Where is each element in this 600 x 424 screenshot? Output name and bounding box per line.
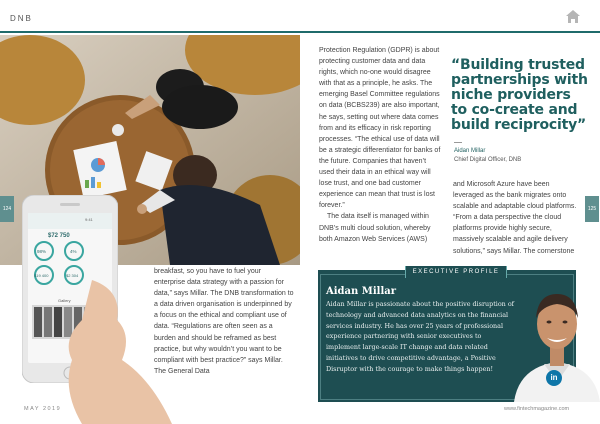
page-number-right: 125	[585, 196, 599, 222]
paragraph: and Microsoft Azure have been leveraged as the bank migrates onto scalable and adaptable cloud platforms. “From a data perspective the cloud platforms provide highly secure, massively scalable and agile delivery solutions,” says Millar. The cornerstone	[453, 181, 577, 255]
article-column-middle	[319, 45, 443, 245]
phone-balance: $72 750	[48, 233, 70, 239]
profile-name: Aidan Millar	[326, 286, 396, 297]
website-url[interactable]: www.fintechmagazine.com	[504, 406, 570, 412]
paragraph: Protection Regulation (GDPR) is about protecting customer data and data rights, which no-one would disagree with that as a principle, he asks. The emerging Basel Committee regulations on data (BCBS239) are also important, he says, setting out where data comes from and its efficacy in risk reporting processes. “The ethical use of data will be a strategic differentiator for banks of the future. Companies that haven’t used their data in an ethical way will lose trust, and one bad customer experience can mean that trust is lost forever.”	[319, 47, 441, 210]
phone-time: 9:41	[85, 217, 93, 222]
quote-attribution-name: Aidan Millar	[454, 148, 486, 154]
paragraph: The data itself is managed within DNB’s multi cloud solution, whereby both Amazon Web Services (AWS)	[319, 213, 431, 243]
page-number-left: 124	[0, 196, 14, 222]
linkedin-icon[interactable]: in	[546, 370, 562, 386]
issue-date: MAY 2019	[24, 406, 62, 412]
quote-attribution-role: Chief Digital Officer, DNB	[454, 157, 522, 163]
pull-quote: “Building trusted partnerships with niche providers to co-create and build reciprocity”	[451, 57, 588, 133]
phone-stat-a: 98%	[37, 249, 47, 254]
phone-stat-b: 4%	[70, 249, 77, 254]
profile-tab: EXECUTIVE PROFILE	[405, 266, 507, 278]
profile-bio: Aidan Millar is passionate about the positive disruption of technology and advanced data analytics on the financial services industry. He has over 25 years of professional experience partnering with senior executives to implement large-scale IT change and data related initiatives to drive competitive advantage, a Positive Disruptor with the courage to make things happen!	[326, 300, 515, 373]
phone-amount-b: $2 304	[66, 273, 79, 278]
paragraph: breakfast, so you have to fuel your enterprise data strategy with a passion for data,” says Millar. The DNB transformation to a data driven organisation is underpinned by a focus on the ethical and compliant use of data. “Regulations are often seen as a burden and should be reframed as best practice, but why wouldn’t you want to be compliant with best practice?” says Millar. The General Data	[154, 268, 294, 375]
magazine-brand: DNB	[10, 14, 33, 23]
article-column-left	[154, 266, 294, 377]
phone-amount-a: $19 400	[34, 273, 49, 278]
quote-divider	[454, 142, 462, 143]
phone-section: Gallery	[58, 298, 71, 303]
header-rule	[0, 31, 600, 33]
article-column-right	[453, 179, 581, 257]
home-icon[interactable]	[565, 9, 581, 24]
